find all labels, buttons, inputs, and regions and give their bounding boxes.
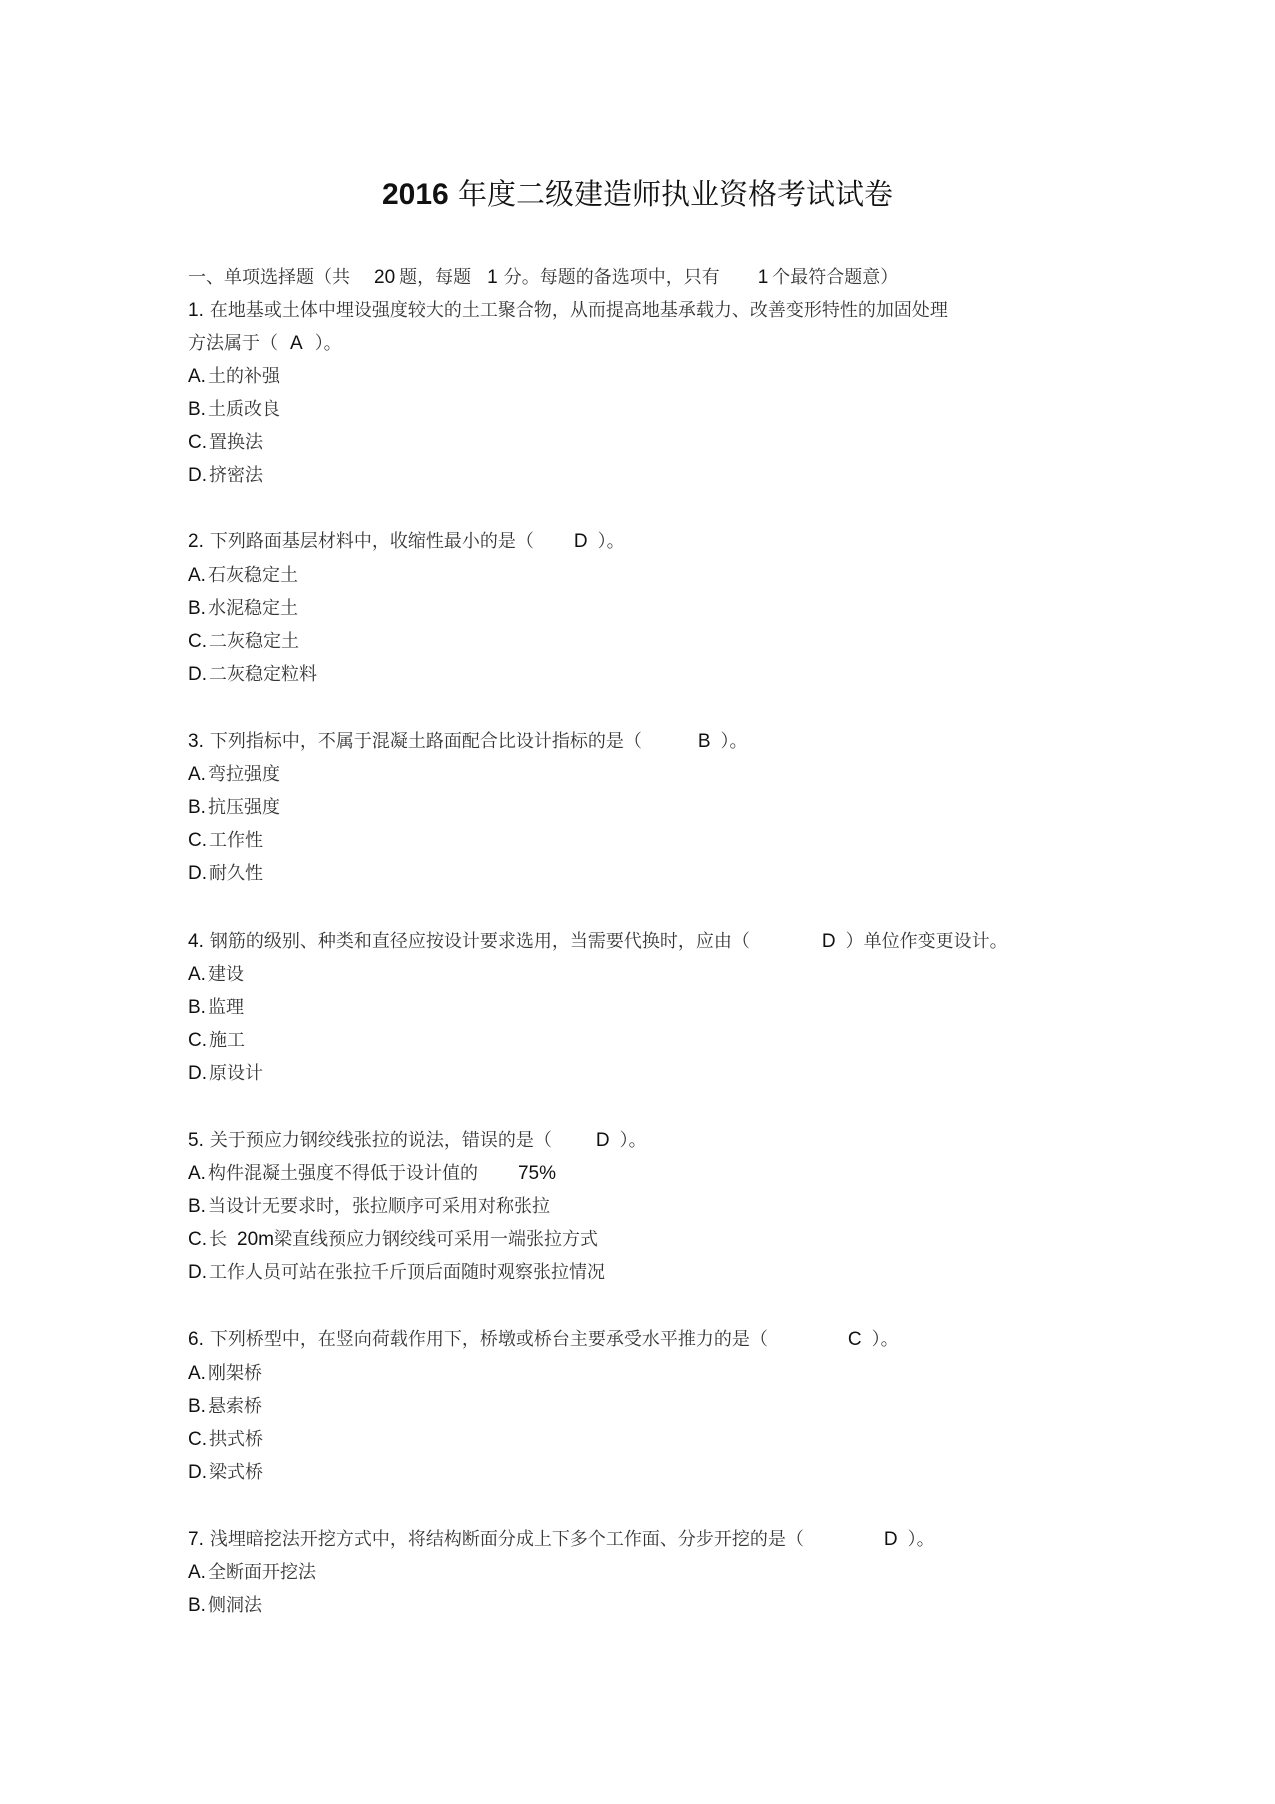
option-letter: D. <box>188 664 207 685</box>
answer-mark: D <box>595 1130 610 1151</box>
option-item <box>188 762 280 788</box>
option-text: 原设计 <box>209 1063 263 1084</box>
question-text: ）单位作变更设计。 <box>845 931 1008 952</box>
option-letter: B. <box>188 797 206 818</box>
option-letter: A. <box>188 366 206 387</box>
option-text: 施工 <box>209 1030 245 1051</box>
option-letter: A. <box>188 964 206 985</box>
option-text: 二灰稳定土 <box>209 631 299 652</box>
question-stem <box>188 729 748 755</box>
question-text: ）。 <box>314 333 342 354</box>
answer-mark: A <box>290 333 303 354</box>
question-stem <box>188 298 948 324</box>
option-item <box>188 1227 598 1253</box>
option-item <box>188 662 317 688</box>
option-item <box>188 596 298 622</box>
question-stem <box>188 929 1008 955</box>
option-text: 土的补强 <box>207 366 280 387</box>
option-letter: A. <box>188 1562 206 1583</box>
option-text: 全断面开挖法 <box>207 1562 316 1583</box>
answer-mark: B <box>697 731 711 752</box>
option-text: 侧洞法 <box>207 1595 262 1616</box>
option-letter: A. <box>188 764 206 785</box>
option-text: 梁直线预应力钢绞线可采用一端张拉方式 <box>273 1229 598 1250</box>
option-letter: D. <box>188 1262 207 1283</box>
question-text: 在地基或土体中埋设强度较大的土工聚合物，从而提高地基承载力、改善变形特性的加固处理 <box>209 300 948 321</box>
question-text: 下列路面基层材料中，收缩性最小的是（ <box>209 531 534 552</box>
option-letter: B. <box>188 1595 206 1616</box>
option-letter: C. <box>188 432 207 453</box>
option-text: 梁式桥 <box>209 1462 263 1483</box>
option-letter: C. <box>188 1229 207 1250</box>
question-stem <box>188 1527 935 1553</box>
option-text: 建设 <box>207 964 244 985</box>
section-header-text: 分。每题的备选项中，只有 <box>503 267 720 288</box>
option-text: 悬索桥 <box>207 1396 262 1417</box>
option-letter: C. <box>188 1429 207 1450</box>
question-number: 1. <box>188 300 204 321</box>
question-text: 下列桥型中，在竖向荷载作用下，桥墩或桥台主要承受水平推力的是（ <box>209 1329 768 1350</box>
option-item <box>188 563 298 589</box>
option-item <box>188 1260 605 1286</box>
option-text: 构件混凝土强度不得低于设计值的 <box>207 1163 478 1184</box>
option-letter: B. <box>188 399 206 420</box>
option-letter: B. <box>188 997 206 1018</box>
option-text: 二灰稳定粒料 <box>209 664 317 685</box>
answer-mark: C <box>847 1329 862 1350</box>
question-number: 5. <box>188 1130 204 1151</box>
title-text: 年度二级建造师执业资格考试试卷 <box>457 177 893 211</box>
question-text: 下列指标中，不属于混凝土路面配合比设计指标的是（ <box>209 731 642 752</box>
option-text: 水泥稳定土 <box>207 598 298 619</box>
question-text: ）。 <box>619 1130 647 1151</box>
option-letter: D. <box>188 1462 207 1483</box>
option-item <box>188 995 244 1021</box>
option-text: 拱式桥 <box>209 1429 263 1450</box>
question-text: 钢筋的级别、种类和直径应按设计要求选用，当需要代换时，应由（ <box>209 931 750 952</box>
option-text: 石灰稳定土 <box>207 565 298 586</box>
question-stem <box>188 1128 647 1154</box>
question-number: 3. <box>188 731 204 752</box>
question-number: 6. <box>188 1329 204 1350</box>
question-number: 2. <box>188 531 204 552</box>
option-item <box>188 1460 263 1486</box>
question-text: ）。 <box>597 531 625 552</box>
option-letter: B. <box>188 598 206 619</box>
question-text: ）。 <box>907 1529 935 1550</box>
option-text: 弯拉强度 <box>207 764 280 785</box>
answer-mark: D <box>883 1529 898 1550</box>
option-letter: D. <box>188 465 207 486</box>
question-stem <box>188 529 625 555</box>
option-text: 监理 <box>207 997 244 1018</box>
option-letter: A. <box>188 1363 206 1384</box>
option-item <box>188 1394 262 1420</box>
question-stem-cont <box>188 331 342 357</box>
question-text: 方法属于（ <box>188 333 278 354</box>
section-score: 1 <box>487 267 498 288</box>
question-number: 7. <box>188 1529 204 1550</box>
question-text: ）。 <box>720 731 748 752</box>
option-item <box>188 795 280 821</box>
option-letter: C. <box>188 1030 207 1051</box>
option-item <box>188 828 263 854</box>
option-item <box>188 1593 262 1619</box>
option-text: 耐久性 <box>209 863 263 884</box>
option-letter: C. <box>188 631 207 652</box>
answer-mark: D <box>573 531 588 552</box>
option-text: 刚架桥 <box>207 1363 262 1384</box>
section-header-text: 个最符合题意） <box>772 267 899 288</box>
page-title <box>0 174 1275 215</box>
option-item <box>188 1560 316 1586</box>
option-value: 20m <box>237 1229 274 1250</box>
option-item <box>188 463 263 489</box>
option-text: 工作性 <box>209 830 263 851</box>
option-item <box>188 397 280 423</box>
option-text: 当设计无要求时，张拉顺序可采用对称张拉 <box>207 1196 550 1217</box>
question-text: 浅埋暗挖法开挖方式中，将结构断面分成上下多个工作面、分步开挖的是（ <box>209 1529 804 1550</box>
question-text: ）。 <box>871 1329 899 1350</box>
option-item <box>188 1194 550 1220</box>
title-year: 2016 <box>382 178 449 211</box>
section-header-text: 一、单项选择题（共 <box>188 267 350 288</box>
section-one: 1 <box>757 267 769 288</box>
option-item <box>188 1361 262 1387</box>
option-letter: D. <box>188 1063 207 1084</box>
section-header-text: 题，每题 <box>399 267 472 288</box>
option-item <box>188 1161 556 1187</box>
option-text: 挤密法 <box>209 465 263 486</box>
option-letter: D. <box>188 863 207 884</box>
option-letter: B. <box>188 1396 206 1417</box>
option-text: 置换法 <box>209 432 263 453</box>
option-item <box>188 1028 245 1054</box>
option-item <box>188 629 299 655</box>
question-stem <box>188 1327 899 1353</box>
option-letter: B. <box>188 1196 206 1217</box>
question-text: 关于预应力钢绞线张拉的说法，错误的是（ <box>209 1130 552 1151</box>
option-item <box>188 962 244 988</box>
section-question-count: 20 <box>374 267 396 288</box>
option-item <box>188 430 263 456</box>
answer-mark: D <box>821 931 836 952</box>
option-value: 75% <box>517 1163 556 1184</box>
question-number: 4. <box>188 931 204 952</box>
option-item <box>188 1427 263 1453</box>
option-text: 长 <box>209 1229 227 1250</box>
option-text: 抗压强度 <box>207 797 280 818</box>
option-letter: C. <box>188 830 207 851</box>
section-header <box>188 265 898 291</box>
option-item <box>188 1061 263 1087</box>
option-text: 土质改良 <box>207 399 280 420</box>
option-letter: A. <box>188 565 206 586</box>
option-text: 工作人员可站在张拉千斤顶后面随时观察张拉情况 <box>209 1262 605 1283</box>
option-item <box>188 364 280 390</box>
option-item <box>188 861 263 887</box>
option-letter: A. <box>188 1163 206 1184</box>
